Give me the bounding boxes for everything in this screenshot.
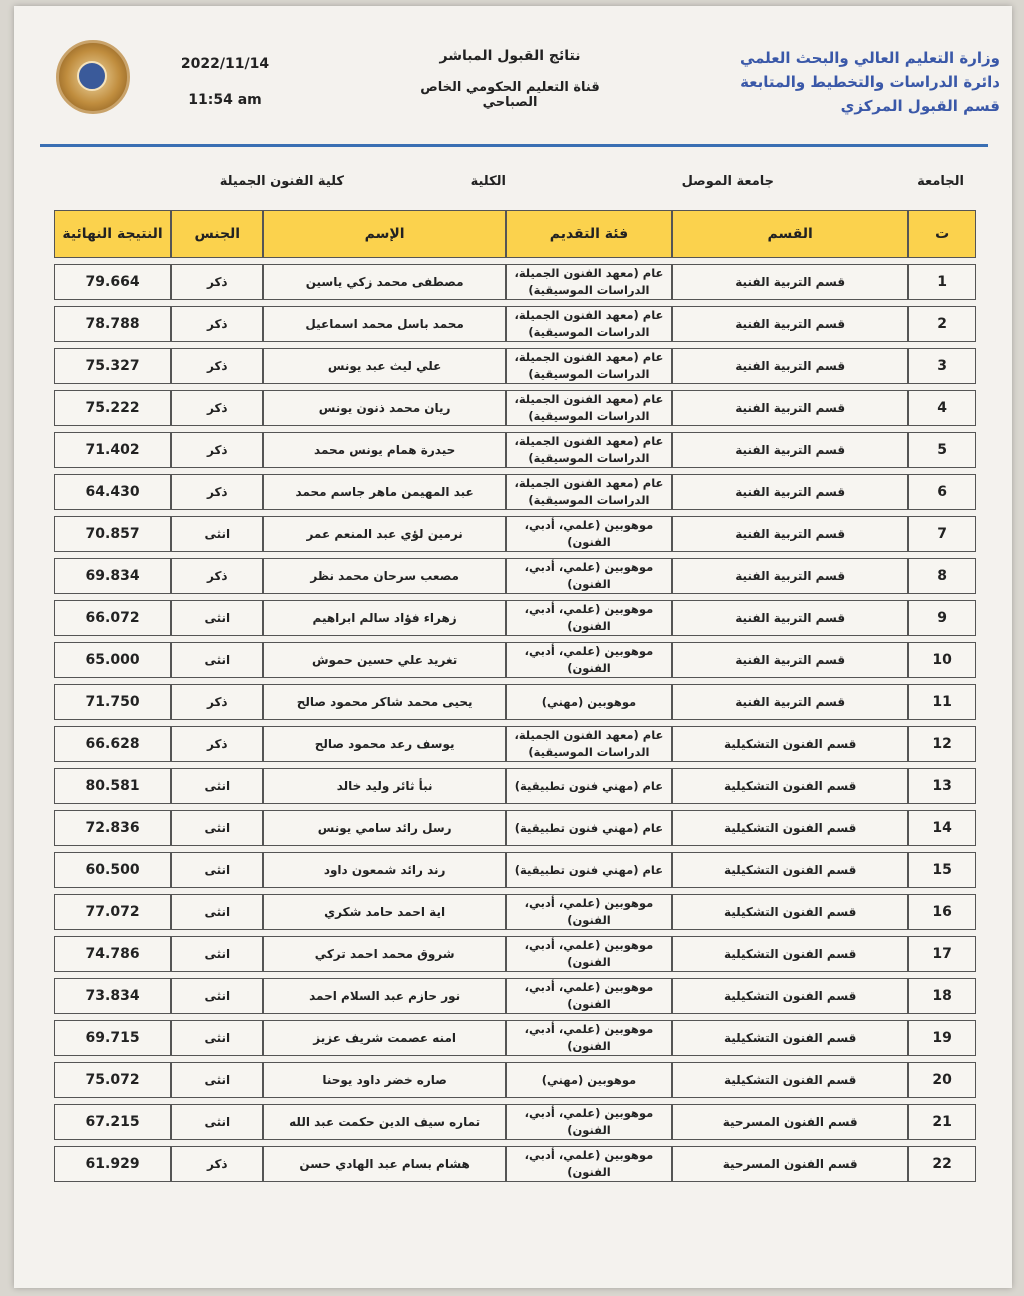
row-name: تماره سيف الدين حكمت عبد الله	[263, 1104, 505, 1140]
results-table	[54, 204, 976, 1188]
row-gender: ذكر	[171, 390, 263, 426]
row-department: قسم التربية الفنية	[672, 390, 908, 426]
university-label: الجامعة	[917, 174, 964, 189]
row-category: موهوبين (علمي، أدبي، الفنون)	[506, 894, 672, 930]
row-department: قسم الفنون التشكيلية	[672, 810, 908, 846]
row-score: 77.072	[54, 894, 171, 930]
row-score: 67.215	[54, 1104, 171, 1140]
document-sheet	[14, 6, 1012, 1288]
table-row	[54, 768, 976, 804]
row-gender: ذكر	[171, 558, 263, 594]
table-row	[54, 474, 976, 510]
row-department: قسم الفنون التشكيلية	[672, 852, 908, 888]
row-department: قسم التربية الفنية	[672, 306, 908, 342]
row-index: 3	[908, 348, 976, 384]
row-score: 61.929	[54, 1146, 171, 1182]
table-row	[54, 264, 976, 300]
row-department: قسم الفنون المسرحية	[672, 1104, 908, 1140]
row-department: قسم التربية الفنية	[672, 558, 908, 594]
col-final-score: النتيجة النهائية	[54, 210, 171, 258]
row-score: 66.628	[54, 726, 171, 762]
row-name: هشام بسام عبد الهادي حسن	[263, 1146, 505, 1182]
row-category: موهوبين (علمي، أدبي، الفنون)	[506, 558, 672, 594]
table-row	[54, 348, 976, 384]
ministry-line-2: دائرة الدراسات والتخطيط والمتابعة	[740, 73, 1000, 91]
table-row	[54, 936, 976, 972]
row-index: 10	[908, 642, 976, 678]
row-name: نور حازم عبد السلام احمد	[263, 978, 505, 1014]
row-index: 22	[908, 1146, 976, 1182]
table-row	[54, 600, 976, 636]
row-gender: ذكر	[171, 726, 263, 762]
row-gender: انثى	[171, 1020, 263, 1056]
table-row	[54, 306, 976, 342]
col-index: ت	[908, 210, 976, 258]
row-name: علي ليث عبد يونس	[263, 348, 505, 384]
row-name: امنه عصمت شريف عزيز	[263, 1020, 505, 1056]
row-name: نرمين لؤي عبد المنعم عمر	[263, 516, 505, 552]
table-row	[54, 726, 976, 762]
ministry-line-3: قسم القبول المركزي	[840, 97, 1000, 115]
row-category: موهوبين (علمي، أدبي، الفنون)	[506, 936, 672, 972]
row-gender: انثى	[171, 516, 263, 552]
row-department: قسم الفنون التشكيلية	[672, 1020, 908, 1056]
row-name: عبد المهيمن ماهر جاسم محمد	[263, 474, 505, 510]
row-index: 20	[908, 1062, 976, 1098]
row-name: اية احمد حامد شكري	[263, 894, 505, 930]
row-score: 71.402	[54, 432, 171, 468]
row-department: قسم التربية الفنية	[672, 684, 908, 720]
row-category: موهوبين (علمي، أدبي، الفنون)	[506, 642, 672, 678]
row-index: 16	[908, 894, 976, 930]
table-row	[54, 1020, 976, 1056]
row-category: موهوبين (علمي، أدبي، الفنون)	[506, 1104, 672, 1140]
row-category: عام (معهد الفنون الجميلة، الدراسات الموسيقية)	[506, 348, 672, 384]
row-name: مصطفى محمد زكي ياسين	[263, 264, 505, 300]
row-name: محمد باسل محمد اسماعيل	[263, 306, 505, 342]
row-department: قسم التربية الفنية	[672, 432, 908, 468]
row-category: عام (مهني فنون تطبيقية)	[506, 810, 672, 846]
row-index: 2	[908, 306, 976, 342]
row-score: 75.327	[54, 348, 171, 384]
row-category: عام (مهني فنون تطبيقية)	[506, 852, 672, 888]
row-gender: ذكر	[171, 684, 263, 720]
table-row	[54, 684, 976, 720]
row-score: 79.664	[54, 264, 171, 300]
row-index: 17	[908, 936, 976, 972]
row-name: صاره خضر داود يوحنا	[263, 1062, 505, 1098]
row-name: مصعب سرحان محمد نظر	[263, 558, 505, 594]
row-score: 65.000	[54, 642, 171, 678]
row-gender: انثى	[171, 642, 263, 678]
row-gender: انثى	[171, 810, 263, 846]
row-category: عام (معهد الفنون الجميلة، الدراسات الموسيقية)	[506, 390, 672, 426]
row-index: 15	[908, 852, 976, 888]
table-row	[54, 558, 976, 594]
row-index: 14	[908, 810, 976, 846]
row-gender: انثى	[171, 1062, 263, 1098]
row-department: قسم الفنون التشكيلية	[672, 936, 908, 972]
row-department: قسم الفنون المسرحية	[672, 1146, 908, 1182]
row-category: موهوبين (علمي، أدبي، الفنون)	[506, 600, 672, 636]
row-index: 21	[908, 1104, 976, 1140]
row-score: 64.430	[54, 474, 171, 510]
table-row	[54, 852, 976, 888]
row-category: موهوبين (علمي، أدبي، الفنون)	[506, 1146, 672, 1182]
col-category: فئة التقديم	[506, 210, 672, 258]
document-subtitle: قناة التعليم الحكومي الخاص الصباحي	[420, 80, 600, 110]
row-category: عام (معهد الفنون الجميلة، الدراسات الموسيقية)	[506, 306, 672, 342]
row-index: 12	[908, 726, 976, 762]
row-department: قسم الفنون التشكيلية	[672, 768, 908, 804]
document-title: نتائج القبول المباشر	[439, 48, 581, 64]
row-name: رسل رائد سامي يونس	[263, 810, 505, 846]
row-gender: ذكر	[171, 264, 263, 300]
document-time: 11:54 am	[188, 92, 262, 108]
row-index: 6	[908, 474, 976, 510]
row-score: 71.750	[54, 684, 171, 720]
row-department: قسم التربية الفنية	[672, 600, 908, 636]
row-name: رند رائد شمعون داود	[263, 852, 505, 888]
row-index: 9	[908, 600, 976, 636]
ministry-line-1: وزارة التعليم العالي والبحث العلمي	[739, 49, 1000, 67]
header-divider	[40, 144, 988, 147]
row-gender: انثى	[171, 978, 263, 1014]
row-gender: ذكر	[171, 348, 263, 384]
row-gender: ذكر	[171, 432, 263, 468]
row-name: نبأ ثائر وليد خالد	[263, 768, 505, 804]
row-score: 60.500	[54, 852, 171, 888]
table-row	[54, 810, 976, 846]
row-name: ريان محمد ذنون يونس	[263, 390, 505, 426]
table-row	[54, 390, 976, 426]
row-department: قسم التربية الفنية	[672, 348, 908, 384]
row-category: موهوبين (علمي، أدبي، الفنون)	[506, 1020, 672, 1056]
row-score: 80.581	[54, 768, 171, 804]
table-row	[54, 432, 976, 468]
row-category: موهوبين (علمي، أدبي، الفنون)	[506, 516, 672, 552]
row-category: موهوبين (علمي، أدبي، الفنون)	[506, 978, 672, 1014]
col-name: الإسم	[263, 210, 505, 258]
row-score: 78.788	[54, 306, 171, 342]
row-name: زهراء فؤاد سالم ابراهيم	[263, 600, 505, 636]
row-department: قسم التربية الفنية	[672, 264, 908, 300]
table-row	[54, 642, 976, 678]
row-name: تغريد علي حسين حموش	[263, 642, 505, 678]
row-index: 13	[908, 768, 976, 804]
row-index: 4	[908, 390, 976, 426]
row-name: يحيى محمد شاكر محمود صالح	[263, 684, 505, 720]
ministry-logo-icon	[56, 40, 130, 114]
col-gender: الجنس	[171, 210, 263, 258]
row-index: 8	[908, 558, 976, 594]
row-index: 19	[908, 1020, 976, 1056]
row-score: 73.834	[54, 978, 171, 1014]
row-name: يوسف رعد محمود صالح	[263, 726, 505, 762]
table-row	[54, 1146, 976, 1182]
row-department: قسم التربية الفنية	[672, 474, 908, 510]
row-department: قسم الفنون التشكيلية	[672, 1062, 908, 1098]
row-index: 1	[908, 264, 976, 300]
row-name: حيدرة همام يونس محمد	[263, 432, 505, 468]
row-category: عام (معهد الفنون الجميلة، الدراسات الموسيقية)	[506, 474, 672, 510]
row-gender: ذكر	[171, 306, 263, 342]
document-header	[40, 26, 1000, 136]
row-score: 75.222	[54, 390, 171, 426]
row-index: 5	[908, 432, 976, 468]
row-department: قسم الفنون التشكيلية	[672, 894, 908, 930]
row-department: قسم الفنون التشكيلية	[672, 726, 908, 762]
row-category: عام (معهد الفنون الجميلة، الدراسات الموسيقية)	[506, 726, 672, 762]
row-score: 66.072	[54, 600, 171, 636]
row-score: 72.836	[54, 810, 171, 846]
row-department: قسم التربية الفنية	[672, 516, 908, 552]
college-label: الكلية	[470, 174, 506, 189]
row-score: 69.834	[54, 558, 171, 594]
table-row	[54, 894, 976, 930]
row-index: 11	[908, 684, 976, 720]
row-score: 70.857	[54, 516, 171, 552]
ministry-block	[740, 46, 1000, 118]
row-gender: انثى	[171, 852, 263, 888]
table-row	[54, 1104, 976, 1140]
document-date: 2022/11/14	[180, 56, 270, 72]
row-gender: انثى	[171, 936, 263, 972]
row-score: 74.786	[54, 936, 171, 972]
row-gender: ذكر	[171, 1146, 263, 1182]
table-row	[54, 516, 976, 552]
row-category: عام (مهني فنون تطبيقية)	[506, 768, 672, 804]
row-department: قسم التربية الفنية	[672, 642, 908, 678]
row-gender: انثى	[171, 600, 263, 636]
row-gender: ذكر	[171, 474, 263, 510]
row-gender: انثى	[171, 1104, 263, 1140]
table-header-row	[54, 210, 976, 258]
college-value: كلية الفنون الجميلة	[219, 174, 344, 189]
datetime-block	[170, 56, 280, 128]
row-name: شروق محمد احمد تركي	[263, 936, 505, 972]
row-category: عام (معهد الفنون الجميلة، الدراسات الموسيقية)	[506, 264, 672, 300]
row-score: 75.072	[54, 1062, 171, 1098]
row-gender: انثى	[171, 768, 263, 804]
title-block	[400, 48, 620, 110]
table-row	[54, 978, 976, 1014]
row-category: عام (معهد الفنون الجميلة، الدراسات الموسيقية)	[506, 432, 672, 468]
meta-row	[54, 174, 984, 200]
row-category: موهوبين (مهني)	[506, 684, 672, 720]
row-gender: انثى	[171, 894, 263, 930]
row-index: 7	[908, 516, 976, 552]
row-category: موهوبين (مهني)	[506, 1062, 672, 1098]
row-department: قسم الفنون التشكيلية	[672, 978, 908, 1014]
col-department: القسم	[672, 210, 908, 258]
table-row	[54, 1062, 976, 1098]
row-score: 69.715	[54, 1020, 171, 1056]
university-value: جامعة الموصل	[681, 174, 774, 189]
row-index: 18	[908, 978, 976, 1014]
